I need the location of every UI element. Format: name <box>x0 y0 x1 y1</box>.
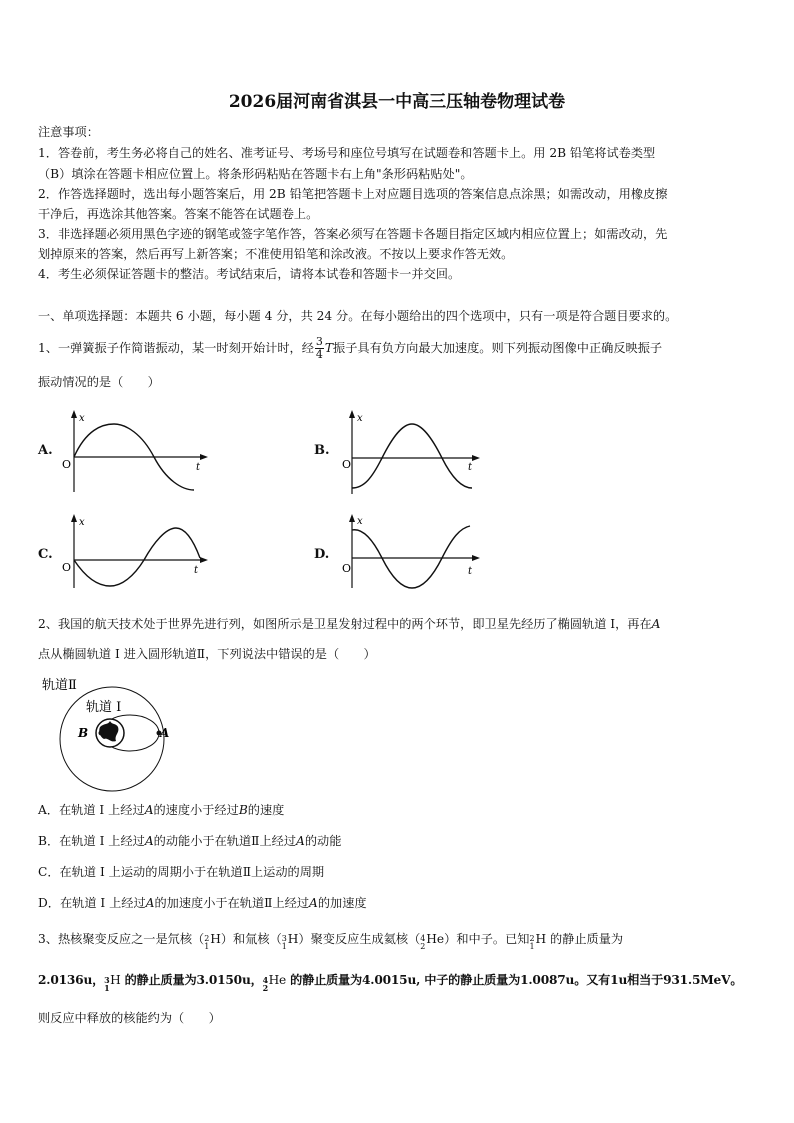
y-axis-arrow-icon <box>349 410 355 418</box>
notice-item: 干净后，再选涂其他答案。答案不能答在试题卷上。 <box>38 207 319 221</box>
point-b-label: B <box>78 726 89 740</box>
waveform <box>352 526 470 588</box>
y-axis-arrow-icon <box>71 514 77 522</box>
notice-item: 1．答卷前，考生务必将自己的姓名、准考证号、考场号和座位号填写在试题卷和答题卡上。用 2B 铅笔将试卷类型 <box>38 146 656 160</box>
q3-text: 的静止质量为4.0015u, 中子的静止质量为1.0087u。又有1u相当于931.5MeV。 <box>286 973 743 987</box>
origin-label: O <box>62 458 72 471</box>
point-symbol: A <box>144 803 154 817</box>
q2-option-b[interactable] <box>38 833 758 849</box>
x-axis-label: t <box>196 462 201 473</box>
waveform <box>74 528 200 586</box>
fraction-numerator: 3 <box>315 335 323 348</box>
orbit-diagram <box>38 673 198 795</box>
point-symbol: B <box>238 803 248 817</box>
point-a-label: A <box>160 726 170 740</box>
q2-text: 2、我国的航天技术处于世界先进行列，如图所示是卫星发射过程中的两个环节，即卫星先经历了椭圆轨道 I，再在 <box>38 617 652 631</box>
x-axis-arrow-icon <box>472 455 480 461</box>
question-3-data-line <box>38 972 758 993</box>
question-3-stem <box>38 931 758 951</box>
question-2-stem-line2 <box>38 646 758 662</box>
q2-option-c[interactable] <box>38 864 758 880</box>
section-heading: 一、单项选择题：本题共 6 小题，每小题 4 分，共 24 分。在每小题给出的四个选项中，只有一项是符合题目要求的。 <box>38 309 678 323</box>
origin-label: O <box>342 562 352 575</box>
atomic-number: 1 <box>281 941 287 951</box>
element-symbol: He <box>268 973 287 987</box>
atomic-number: 2 <box>262 982 268 993</box>
mass-number: 3 <box>281 933 287 943</box>
option-text: 的动能小于在轨道Ⅱ上经过 <box>153 834 297 848</box>
point-symbol: A <box>144 834 154 848</box>
y-axis-arrow-icon <box>71 410 77 418</box>
q3-text: 2.0136u， <box>38 973 105 987</box>
q2-option-a[interactable] <box>38 802 758 818</box>
point-symbol: A <box>296 834 305 848</box>
isotope-tritium <box>281 933 288 951</box>
y-axis-label: x <box>79 517 85 528</box>
element-symbol: H <box>287 932 299 946</box>
atomic-number: 1 <box>204 941 210 951</box>
origin-label: O <box>62 561 72 574</box>
atomic-number: 1 <box>104 982 110 993</box>
point-symbol: A <box>145 896 155 910</box>
notice-item: 划掉原来的答案，然后再写上新答案；不准使用铅笔和涂改液。不按以上要求作答无效。 <box>38 247 514 261</box>
isotope-tritium <box>104 974 110 993</box>
option-a-graph[interactable] <box>58 408 218 498</box>
fraction-denominator: 4 <box>315 348 323 361</box>
mass-number: 4 <box>420 933 426 943</box>
option-c-graph[interactable] <box>58 512 218 592</box>
option-text: A．在轨道 I 上经过 <box>38 803 145 817</box>
isotope-helium <box>262 974 269 993</box>
x-axis-arrow-icon <box>200 454 208 460</box>
q3-text: 的静止质量为3.0150u， <box>120 973 263 987</box>
question-2-stem <box>38 616 758 632</box>
mass-number: 4 <box>262 974 268 985</box>
orbit-i-label: 轨道 I <box>86 700 122 715</box>
q3-text: ）和氚核（ <box>220 932 282 946</box>
element-symbol: H <box>110 973 121 987</box>
q3-text: 3、热核聚变反应之一是氘核（ <box>38 932 205 946</box>
mass-number: 2 <box>529 933 535 943</box>
q3-text: 的静止质量为 <box>546 932 624 946</box>
x-axis-arrow-icon <box>200 557 208 563</box>
page-title: 2026届河南省淇县一中高三压轴卷物理试卷 <box>228 92 566 112</box>
q3-text: ）聚变反应生成氦核（ <box>298 932 421 946</box>
option-d-graph[interactable] <box>336 512 496 592</box>
period-symbol: T <box>324 341 334 355</box>
atomic-number: 2 <box>420 941 426 951</box>
option-text: 的速度小于经过 <box>153 803 239 817</box>
q3-text: ）和中子。已知 <box>444 932 530 946</box>
element-symbol: He <box>426 932 445 946</box>
x-axis-label: t <box>468 566 473 577</box>
x-axis-arrow-icon <box>472 555 480 561</box>
q1-text: 1、一弹簧振子作简谐振动，某一时刻开始计时，经 <box>38 341 314 355</box>
point-symbol: A <box>309 896 318 910</box>
fraction-three-quarters <box>315 336 324 361</box>
y-axis-label: x <box>357 516 363 527</box>
orbit-ii-label: 轨道Ⅱ <box>42 678 77 693</box>
option-b-label[interactable]: B. <box>314 443 330 458</box>
isotope-helium <box>420 933 426 951</box>
x-axis-label: t <box>194 565 199 576</box>
point-a-symbol: A <box>651 617 661 631</box>
y-axis-arrow-icon <box>349 514 355 522</box>
question-1-stem-line2: 振动情况的是（ ） <box>38 375 160 389</box>
mass-number: 2 <box>204 933 210 943</box>
q2-option-d[interactable] <box>38 895 758 911</box>
option-text: 的加速度小于在轨道Ⅱ上经过 <box>154 896 310 910</box>
y-axis-label: x <box>357 413 363 424</box>
notice-item: （B）填涂在答题卡相应位置上。将条形码粘贴在答题卡右上角"条形码粘贴处"。 <box>38 167 473 181</box>
notice-header: 注意事项： <box>38 125 99 139</box>
q1-text: 振子具有负方向最大加速度。则下列振动图像中正确反映振子 <box>333 341 663 355</box>
element-symbol: H <box>210 932 221 946</box>
option-d-label[interactable]: D. <box>314 547 330 562</box>
isotope-deuterium <box>529 933 535 951</box>
origin-label: O <box>342 458 352 471</box>
notice-item: 3．非选择题必须用黑色字迹的钢笔或签字笔作答，答案必须写在答题卡各题目指定区域内相应位置上；如需改动，先 <box>38 227 668 241</box>
notice-item: 4．考生必须保证答题卡的整洁。考试结束后，请将本试卷和答题卡一并交回。 <box>38 267 461 281</box>
atomic-number: 1 <box>529 941 535 951</box>
notice-item: 2．作答选择题时，选出每小题答案后，用 2B 铅笔把答题卡上对应题目选项的答案信息点涂黑；如需改动，用橡皮擦 <box>38 187 668 201</box>
q2-text: 点从椭圆轨道 I 进入圆形轨道Ⅱ，下列说法中错误的是（ ） <box>38 647 376 661</box>
waveform <box>352 424 472 488</box>
isotope-deuterium <box>204 933 210 951</box>
y-axis-label: x <box>79 413 85 424</box>
mass-number: 3 <box>104 974 110 985</box>
option-text: D．在轨道 I 上经过 <box>38 896 146 910</box>
question-1-stem <box>38 336 758 361</box>
option-text: C．在轨道 I 上运动的周期小于在轨道Ⅱ上运动的周期 <box>38 865 325 879</box>
option-text: B．在轨道 I 上经过 <box>38 834 145 848</box>
option-text: 的动能 <box>304 834 342 848</box>
option-a-label[interactable]: A. <box>38 443 53 458</box>
x-axis-label: t <box>468 462 473 473</box>
option-text: 的速度 <box>247 803 285 817</box>
option-text: 的加速度 <box>317 896 367 910</box>
satellite-b-dot <box>99 731 104 736</box>
option-c-label[interactable]: C. <box>38 547 53 562</box>
option-b-graph[interactable] <box>336 408 496 498</box>
question-3-prompt: 则反应中释放的核能约为（ ） <box>38 1011 221 1025</box>
element-symbol: H <box>535 932 547 946</box>
